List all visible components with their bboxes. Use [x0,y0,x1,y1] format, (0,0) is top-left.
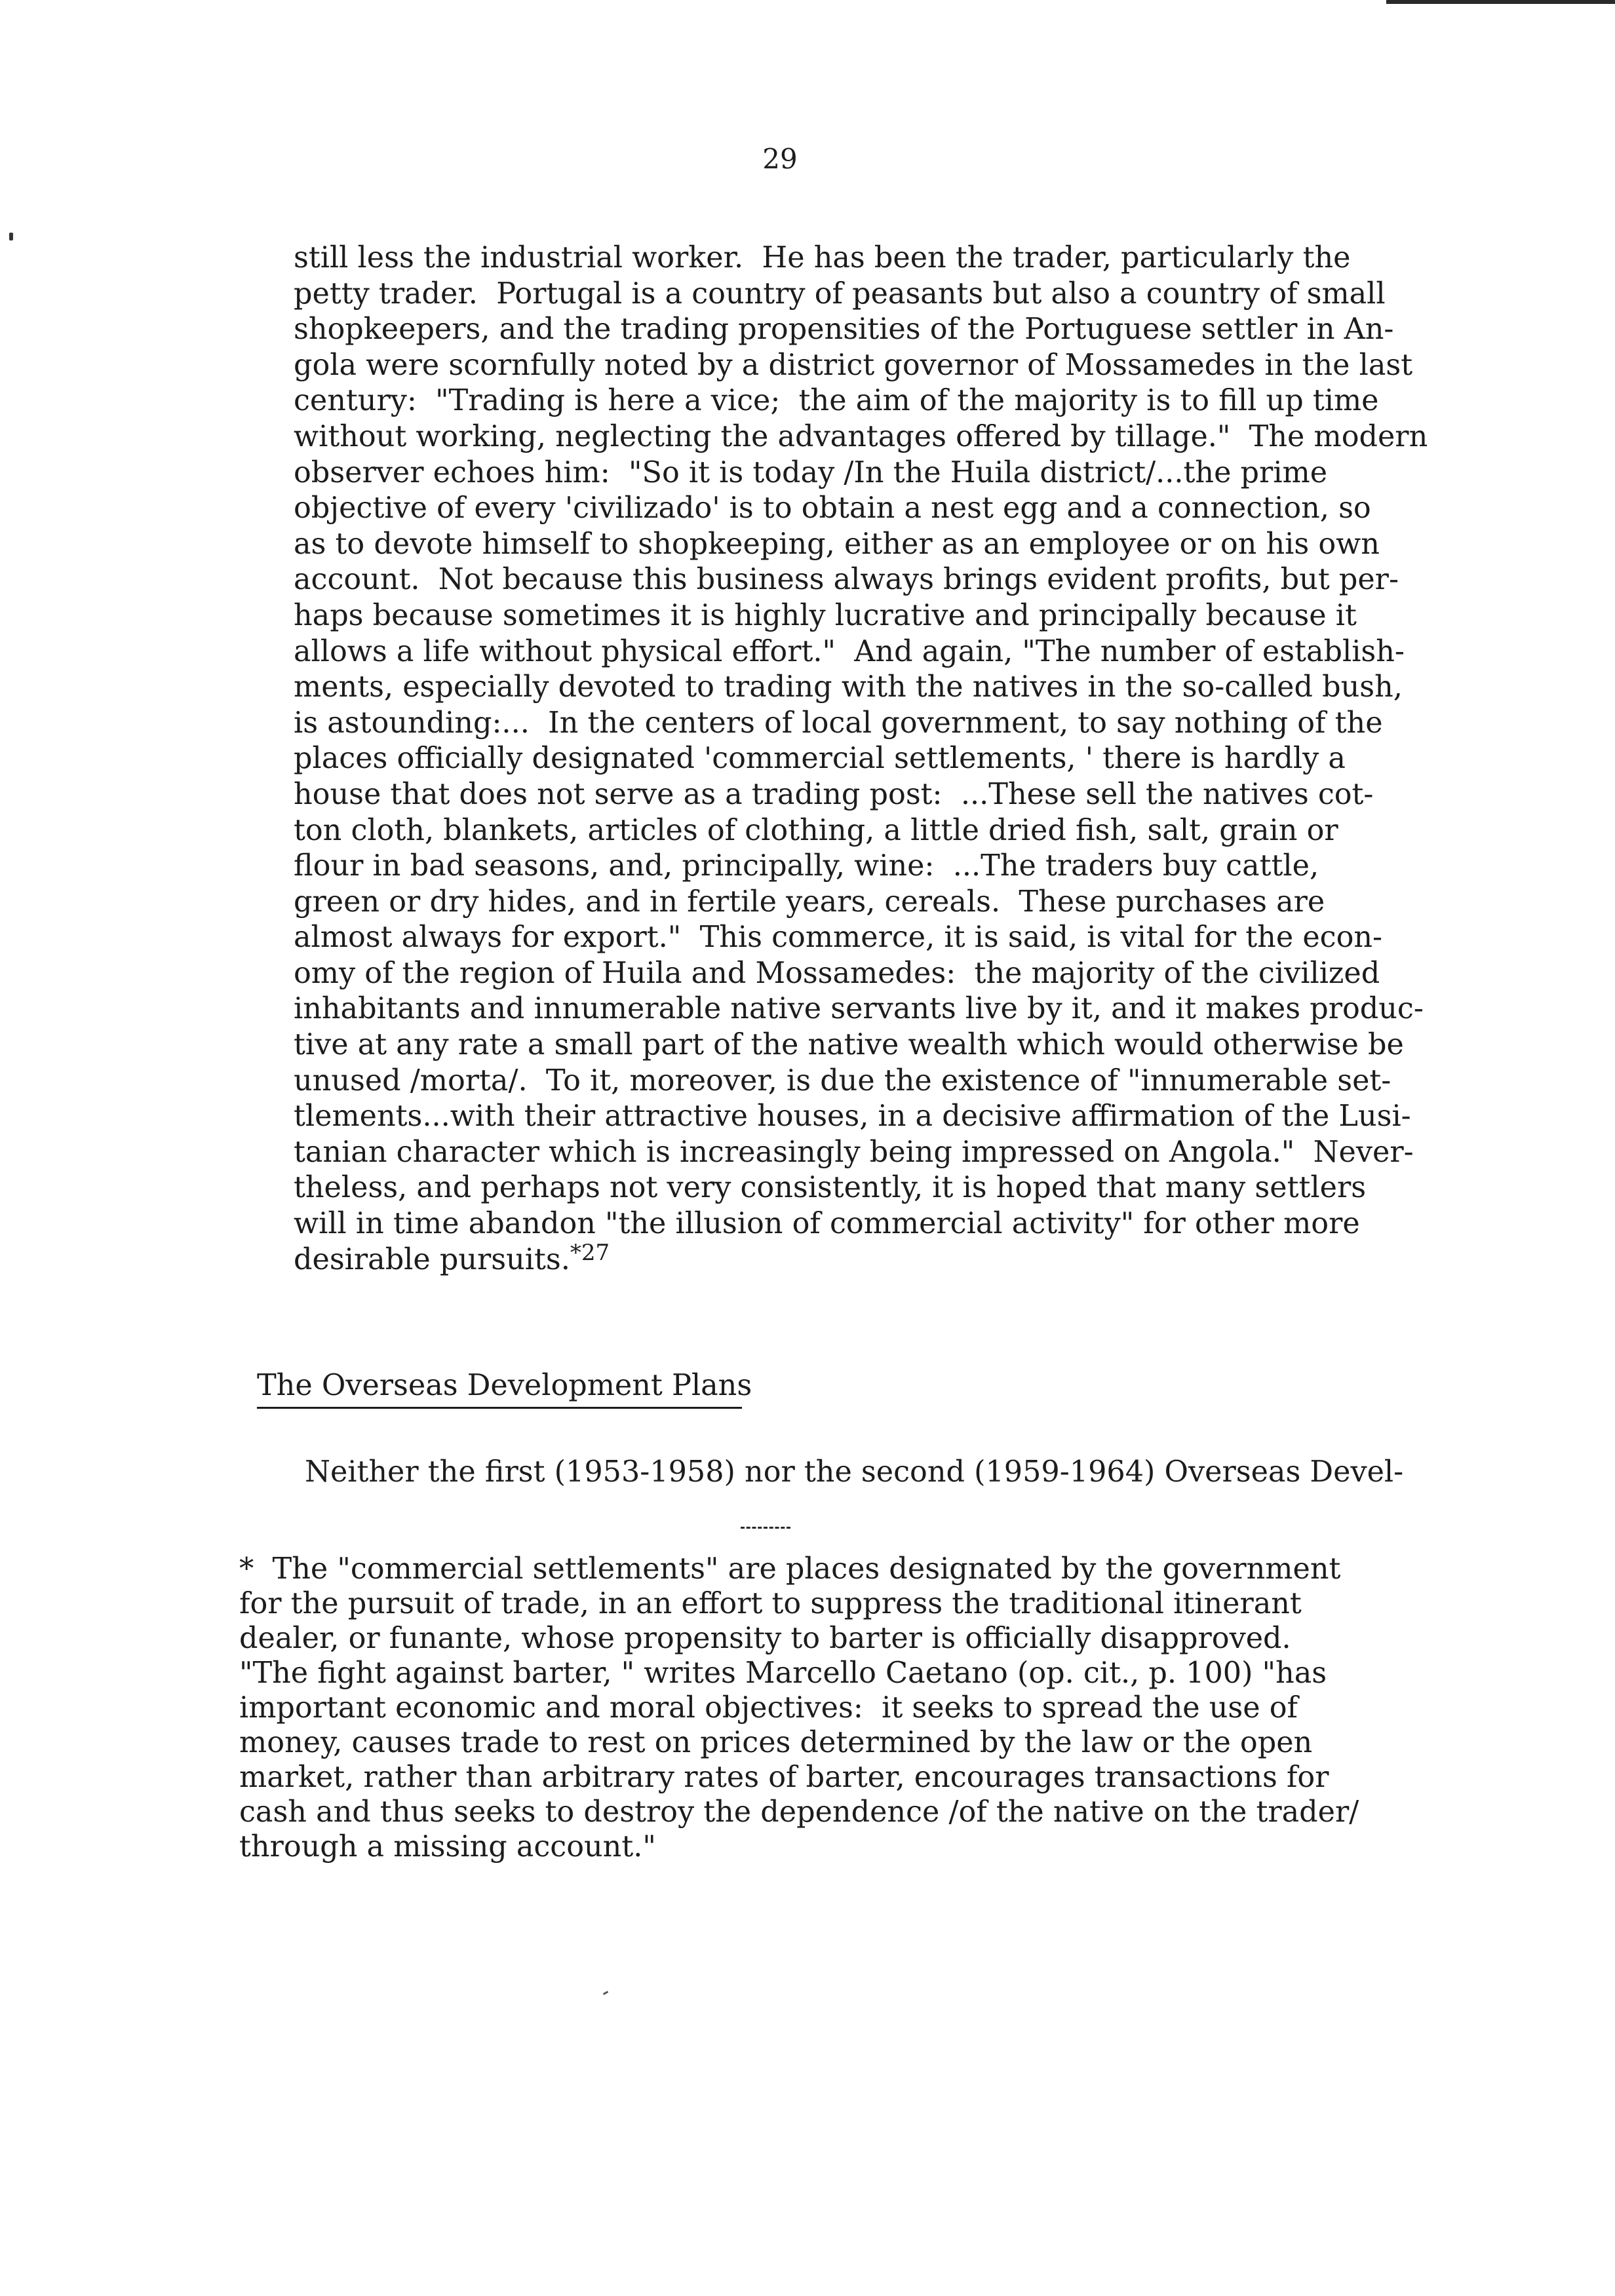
body-line: almost always for export." This commerce, it is said, is vital for the econ- [294,921,1383,955]
body-line: ments, especially devoted to trading with the natives in the so-called bush, [294,670,1403,704]
footnote-line: cash and thus seeks to destroy the dependence /of the native on the trader/ [239,1795,1359,1829]
body-line: is astounding:... In the centers of local government, to say nothing of the [294,706,1383,740]
page-number: 29 [762,143,798,175]
body-line: tanian character which is increasingly being impressed on Angola." Never- [294,1135,1414,1169]
footnote-line: "The fight against barter, " writes Marcello Caetano (op. cit., p. 100) "has [239,1656,1327,1690]
body-line: omy of the region of Huila and Mossamedes: the majority of the civilized [294,956,1380,990]
body-last-text: desirable pursuits. [294,1242,570,1276]
footnote-line: money, causes trade to rest on prices determined by the law or the open [239,1726,1313,1759]
body-line: tive at any rate a small part of the native wealth which would otherwise be [294,1028,1404,1062]
body-line: tlements...with their attractive houses, in a decisive affirmation of the Lusi- [294,1100,1411,1134]
footnote-separator [741,1527,790,1531]
body-line: house that does not serve as a trading post: ...These sell the natives cot- [294,777,1374,811]
body-line: haps because sometimes it is highly lucrative and principally because it [294,598,1357,632]
footnote-line: for the pursuit of trade, in an effort to suppress the traditional itinerant [239,1587,1302,1620]
body-line: gola were scornfully noted by a district governor of Mossamedes in the last [294,348,1413,382]
body-line: still less the industrial worker. He has been the trader, particularly the [294,241,1351,275]
footnote-reference: *27 [570,1239,610,1266]
body-line: will in time abandon "the illusion of commercial activity" for other more [294,1207,1360,1241]
scan-speck [603,1991,608,1995]
section-lead-line: Neither the first (1953-1958) nor the second (1959-1964) Overseas Devel- [305,1455,1404,1489]
footnote-line: important economic and moral objectives: it seeks to spread the use of [239,1691,1298,1725]
body-line: objective of every 'civilizado' is to obtain a nest egg and a connection, so [294,491,1371,526]
footnote-line: * The "commercial settlements" are places designated by the government [239,1552,1341,1586]
body-paragraph [294,240,1428,1278]
heading-underline [257,1407,742,1409]
body-line: observer echoes him: "So it is today /In the Huila district/...the prime [294,455,1328,489]
section-heading: The Overseas Development Plans [257,1369,752,1402]
body-line: theless, and perhaps not very consistently, it is hoped that many settlers [294,1171,1367,1205]
body-line: inhabitants and innumerable native servants live by it, and it makes produc- [294,992,1424,1026]
body-line: petty trader. Portugal is a country of peasants but also a country of small [294,277,1386,311]
body-line: without working, neglecting the advantages offered by tillage." The modern [294,419,1428,453]
body-last-line [294,1239,1408,1278]
body-line: green or dry hides, and in fertile years, cereals. These purchases are [294,885,1325,919]
footnote-line: dealer, or funante, whose propensity to barter is officially disapproved. [239,1622,1291,1655]
body-line: as to devote himself to shopkeeping, either as an employee or on his own [294,527,1380,561]
footnote [239,1552,1406,1864]
margin-mark [9,233,13,240]
footnote-line: through a missing account." [239,1830,656,1864]
body-line: flour in bad seasons, and, principally, wine: ...The traders buy cattle, [294,849,1319,883]
body-line: places officially designated 'commercial settlements, ' there is hardly a [294,742,1346,776]
body-line: century: "Trading is here a vice; the aim of the majority is to fill up time [294,384,1379,418]
body-line: shopkeepers, and the trading propensities of the Portuguese settler in An- [294,313,1394,347]
body-line: ton cloth, blankets, articles of clothing, a little dried fish, salt, grain or [294,813,1338,847]
body-line: allows a life without physical effort." And again, "The number of establish- [294,634,1405,668]
body-line: unused /morta/. To it, moreover, is due the existence of "innumerable set- [294,1063,1391,1098]
footnote-line: market, rather than arbitrary rates of barter, encourages transactions for [239,1761,1329,1794]
body-line: account. Not because this business always brings evident profits, but per- [294,563,1399,597]
top-edge-rule [1386,0,1615,4]
